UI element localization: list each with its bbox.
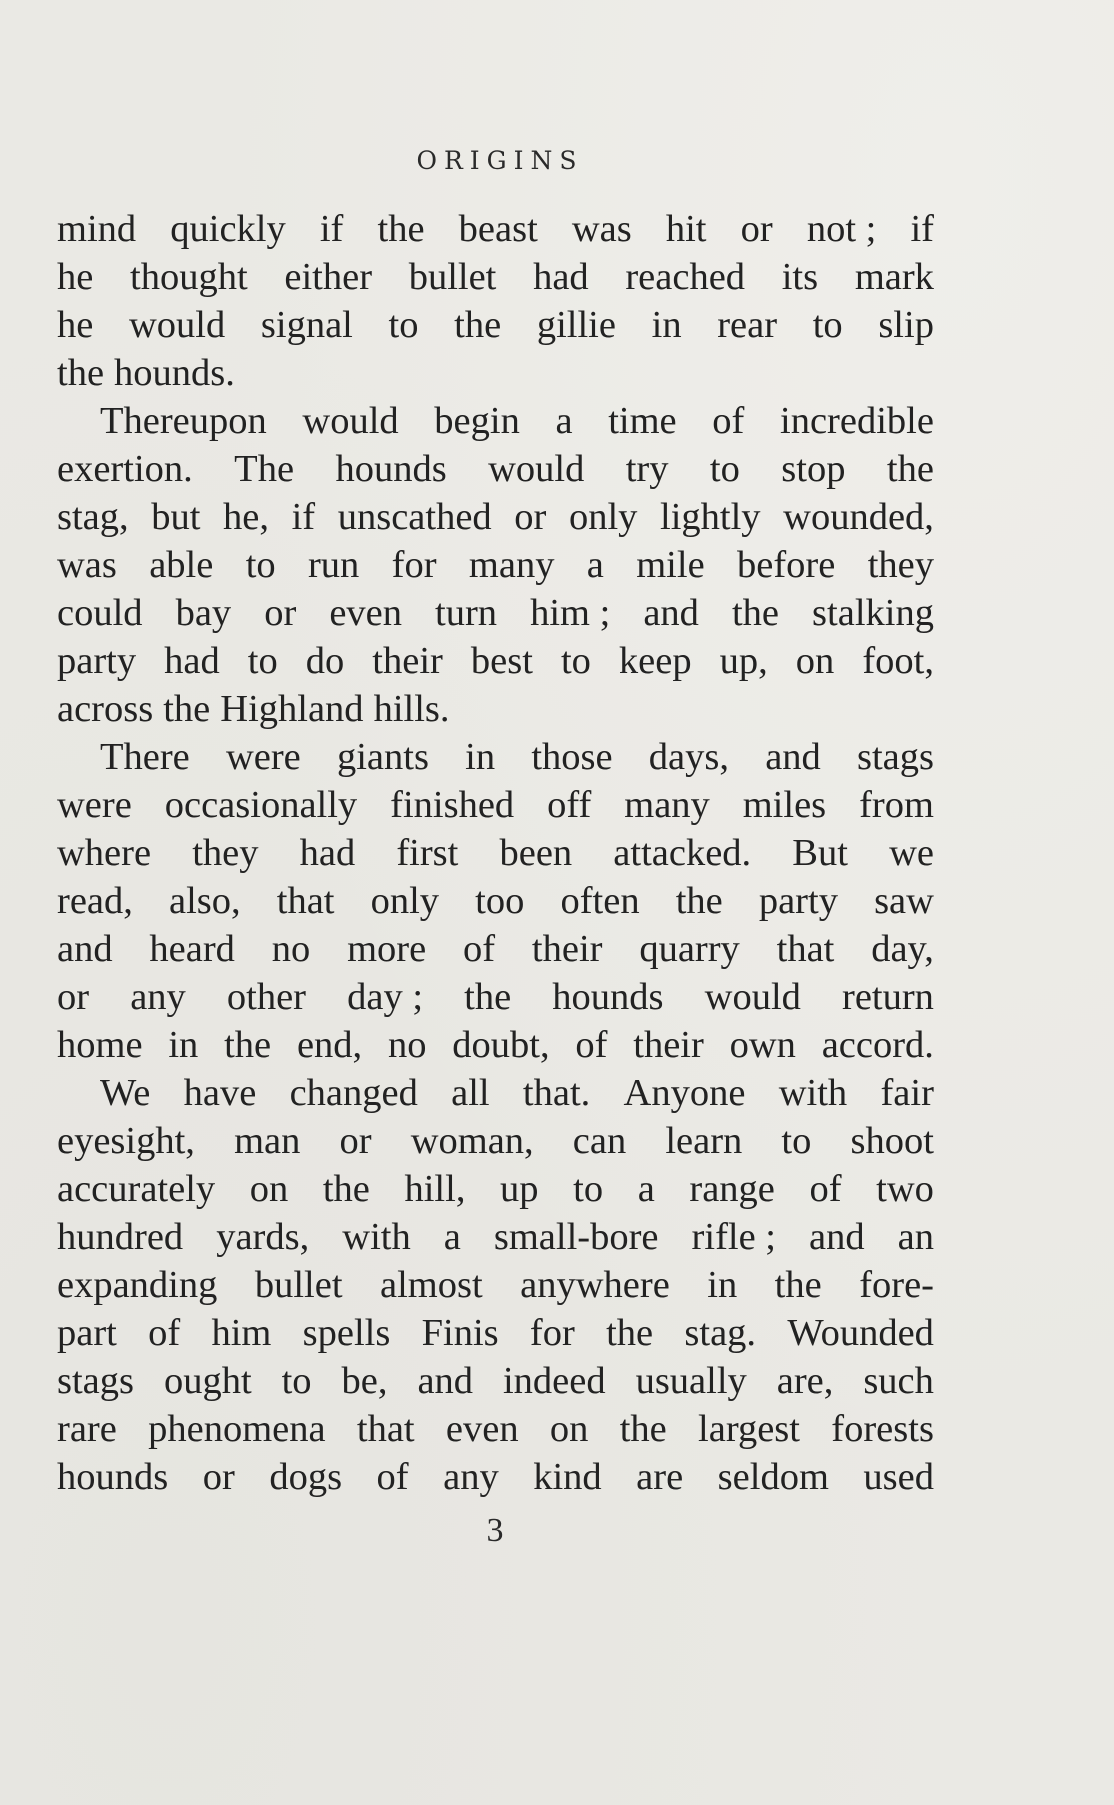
word: miles bbox=[742, 784, 827, 826]
word: was bbox=[571, 208, 632, 250]
word: to bbox=[247, 640, 278, 682]
word: indeed bbox=[502, 1360, 606, 1402]
word: can bbox=[572, 1120, 627, 1162]
word: home bbox=[57, 1024, 143, 1066]
word: or bbox=[514, 496, 547, 538]
word: that. bbox=[522, 1072, 591, 1114]
word: or bbox=[202, 1456, 235, 1498]
word: had bbox=[299, 832, 356, 874]
word: that bbox=[356, 1408, 415, 1450]
word: own bbox=[729, 1024, 796, 1066]
word: be, bbox=[341, 1360, 388, 1402]
text-line bbox=[57, 637, 934, 685]
word: hit bbox=[665, 208, 707, 250]
word: heard bbox=[149, 928, 235, 970]
word: in bbox=[651, 304, 682, 346]
word: stalking bbox=[812, 592, 934, 634]
word: are, bbox=[776, 1360, 834, 1402]
word: the bbox=[464, 976, 512, 1018]
word: many bbox=[624, 784, 710, 826]
word: to bbox=[245, 544, 276, 586]
word: of bbox=[809, 1168, 842, 1210]
word: and bbox=[57, 928, 113, 970]
word: woman, bbox=[410, 1120, 534, 1162]
word: would bbox=[704, 976, 801, 1018]
word: anywhere bbox=[520, 1264, 670, 1306]
word: the bbox=[675, 880, 723, 922]
word: its bbox=[781, 256, 819, 298]
word: the bbox=[163, 688, 211, 730]
word: have bbox=[183, 1072, 257, 1114]
word: seldom bbox=[717, 1456, 829, 1498]
word: we bbox=[889, 832, 934, 874]
word: phenomena bbox=[148, 1408, 326, 1450]
word: party bbox=[57, 640, 137, 682]
word: bay bbox=[175, 592, 232, 634]
word: eyesight, bbox=[57, 1120, 195, 1162]
word: read, bbox=[57, 880, 133, 922]
word: the bbox=[454, 304, 502, 346]
word: were bbox=[225, 736, 301, 778]
word: to bbox=[812, 304, 843, 346]
word: foot, bbox=[862, 640, 934, 682]
word: or bbox=[339, 1120, 372, 1162]
word: all bbox=[451, 1072, 490, 1114]
word: first bbox=[396, 832, 459, 874]
word: on bbox=[549, 1408, 589, 1450]
word: begin bbox=[434, 400, 520, 442]
text-line bbox=[57, 1405, 934, 1453]
word: no bbox=[271, 928, 311, 970]
word: Anyone bbox=[623, 1072, 746, 1114]
word: the bbox=[322, 1168, 370, 1210]
word: in bbox=[465, 736, 496, 778]
word: stags bbox=[857, 736, 934, 778]
word: to bbox=[573, 1168, 604, 1210]
text-line bbox=[57, 1357, 934, 1405]
text-line bbox=[57, 205, 934, 253]
word: the bbox=[57, 352, 105, 394]
word: not ; bbox=[806, 208, 877, 250]
word: with bbox=[342, 1216, 411, 1258]
word: on bbox=[795, 640, 835, 682]
word: were bbox=[57, 784, 132, 826]
word: and bbox=[643, 592, 699, 634]
text-line bbox=[57, 1021, 934, 1069]
word: stag. bbox=[684, 1312, 757, 1354]
word: quarry bbox=[639, 928, 740, 970]
word: where bbox=[57, 832, 152, 874]
text-line bbox=[57, 829, 934, 877]
word: mark bbox=[854, 256, 934, 298]
word: and bbox=[765, 736, 821, 778]
word: forests bbox=[831, 1408, 934, 1450]
word: slip bbox=[878, 304, 934, 346]
word: their bbox=[372, 640, 443, 682]
word: ought bbox=[163, 1360, 252, 1402]
word: the bbox=[224, 1024, 272, 1066]
word: kind bbox=[533, 1456, 602, 1498]
word: try bbox=[625, 448, 669, 490]
word: of bbox=[712, 400, 745, 442]
word: had bbox=[533, 256, 589, 298]
word: lightly bbox=[660, 496, 761, 538]
word: rare bbox=[57, 1408, 117, 1450]
text-line bbox=[57, 1165, 934, 1213]
word: wounded, bbox=[783, 496, 934, 538]
word: largest bbox=[698, 1408, 800, 1450]
word: often bbox=[560, 880, 640, 922]
word: or bbox=[264, 592, 297, 634]
word: if bbox=[319, 208, 344, 250]
word: up, bbox=[719, 640, 768, 682]
text-line bbox=[57, 1117, 934, 1165]
word: to bbox=[560, 640, 591, 682]
word: only bbox=[568, 496, 638, 538]
word: run bbox=[307, 544, 360, 586]
word: or bbox=[740, 208, 773, 250]
word: reached bbox=[625, 256, 746, 298]
word: days, bbox=[648, 736, 729, 778]
word: also, bbox=[168, 880, 241, 922]
word: him bbox=[211, 1312, 272, 1354]
word: a bbox=[555, 400, 573, 442]
word: Finis bbox=[421, 1312, 499, 1354]
word: of bbox=[148, 1312, 181, 1354]
word: him ; bbox=[530, 592, 611, 634]
page-number: 3 bbox=[486, 1512, 504, 1549]
word: stop bbox=[781, 448, 846, 490]
word: if bbox=[910, 208, 934, 250]
word: of bbox=[463, 928, 496, 970]
word: attacked. bbox=[613, 832, 752, 874]
word: bullet bbox=[408, 256, 497, 298]
word: he bbox=[57, 304, 94, 346]
word: the bbox=[606, 1312, 654, 1354]
word: mile bbox=[636, 544, 705, 586]
word: of bbox=[575, 1024, 608, 1066]
word: able bbox=[149, 544, 214, 586]
word: Highland bbox=[220, 688, 364, 730]
word: they bbox=[192, 832, 259, 874]
word: accord. bbox=[821, 1024, 934, 1066]
body-text bbox=[57, 205, 934, 1501]
word: accurately bbox=[57, 1168, 216, 1210]
word: many bbox=[468, 544, 555, 586]
word: small-bore bbox=[493, 1216, 659, 1258]
word: occasionally bbox=[164, 784, 358, 826]
word: had bbox=[164, 640, 220, 682]
word: they bbox=[867, 544, 934, 586]
word: gillie bbox=[536, 304, 616, 346]
word: hounds. bbox=[114, 352, 235, 394]
word: But bbox=[792, 832, 848, 874]
text-line bbox=[57, 877, 934, 925]
word: other bbox=[226, 976, 306, 1018]
word: up bbox=[500, 1168, 539, 1210]
text-line bbox=[57, 397, 934, 445]
text-line bbox=[57, 1261, 934, 1309]
word: turn bbox=[435, 592, 498, 634]
word: quickly bbox=[170, 208, 286, 250]
word: he bbox=[57, 256, 94, 298]
word: changed bbox=[289, 1072, 418, 1114]
word: hounds bbox=[552, 976, 664, 1018]
word: even bbox=[329, 592, 402, 634]
word: rear bbox=[717, 304, 778, 346]
word: a bbox=[443, 1216, 461, 1258]
word: or bbox=[57, 976, 90, 1018]
word: a bbox=[586, 544, 604, 586]
word: best bbox=[470, 640, 533, 682]
word: no bbox=[387, 1024, 427, 1066]
word: that bbox=[776, 928, 835, 970]
word: to bbox=[781, 1120, 812, 1162]
word: that bbox=[276, 880, 335, 922]
word: mind bbox=[57, 208, 137, 250]
word: There bbox=[100, 736, 190, 778]
word: their bbox=[531, 928, 603, 970]
word: for bbox=[391, 544, 437, 586]
word: before bbox=[737, 544, 836, 586]
text-line bbox=[57, 973, 934, 1021]
word: on bbox=[249, 1168, 289, 1210]
word: for bbox=[529, 1312, 575, 1354]
text-line bbox=[57, 781, 934, 829]
word: day ; bbox=[347, 976, 424, 1018]
word: any bbox=[443, 1456, 499, 1498]
word: day, bbox=[871, 928, 934, 970]
word: almost bbox=[380, 1264, 483, 1306]
word: and bbox=[809, 1216, 865, 1258]
text-line bbox=[57, 445, 934, 493]
text-line bbox=[57, 925, 934, 973]
word: return bbox=[842, 976, 934, 1018]
word: finished bbox=[390, 784, 515, 826]
word: end, bbox=[296, 1024, 363, 1066]
word: used bbox=[863, 1456, 934, 1498]
word: giants bbox=[336, 736, 429, 778]
running-head: ORIGINS bbox=[416, 146, 584, 175]
word: hill, bbox=[404, 1168, 466, 1210]
word: yards, bbox=[216, 1216, 310, 1258]
word: stags bbox=[57, 1360, 134, 1402]
word: their bbox=[633, 1024, 704, 1066]
word: to bbox=[709, 448, 740, 490]
word: fair bbox=[880, 1072, 934, 1114]
word: the bbox=[774, 1264, 822, 1306]
word: party bbox=[758, 880, 838, 922]
word: fore- bbox=[859, 1264, 934, 1306]
text-line bbox=[57, 493, 934, 541]
text-line bbox=[57, 1069, 934, 1117]
word: stag, bbox=[57, 496, 129, 538]
word: doubt, bbox=[452, 1024, 550, 1066]
text-line bbox=[57, 733, 934, 781]
word: spells bbox=[302, 1312, 391, 1354]
word: but bbox=[151, 496, 201, 538]
word: would bbox=[129, 304, 226, 346]
text-line bbox=[57, 253, 934, 301]
word: the bbox=[731, 592, 780, 634]
word: Thereupon bbox=[100, 400, 267, 442]
word: We bbox=[100, 1072, 151, 1114]
word: are bbox=[636, 1456, 684, 1498]
word: The bbox=[234, 448, 295, 490]
word: would bbox=[302, 400, 399, 442]
word: was bbox=[57, 544, 117, 586]
word: bullet bbox=[254, 1264, 343, 1306]
word: to bbox=[388, 304, 419, 346]
word: saw bbox=[874, 880, 934, 922]
word: man bbox=[234, 1120, 301, 1162]
word: hounds bbox=[57, 1456, 169, 1498]
word: signal bbox=[260, 304, 353, 346]
word: beast bbox=[458, 208, 538, 250]
word: range bbox=[689, 1168, 775, 1210]
word: the bbox=[377, 208, 425, 250]
word: dogs bbox=[269, 1456, 343, 1498]
text-line bbox=[57, 589, 934, 637]
word: expanding bbox=[57, 1264, 218, 1306]
text-line bbox=[57, 1213, 934, 1261]
word: even bbox=[445, 1408, 519, 1450]
word: off bbox=[547, 784, 592, 826]
word: an bbox=[897, 1216, 934, 1258]
word: either bbox=[284, 256, 373, 298]
word: would bbox=[488, 448, 585, 490]
text-line bbox=[57, 1453, 934, 1501]
word: in bbox=[168, 1024, 199, 1066]
word: hundred bbox=[57, 1216, 184, 1258]
word: from bbox=[859, 784, 934, 826]
word: Wounded bbox=[787, 1312, 934, 1354]
word: with bbox=[778, 1072, 848, 1114]
word: he, bbox=[223, 496, 270, 538]
text-line bbox=[57, 685, 934, 733]
text-line bbox=[57, 301, 934, 349]
word: more bbox=[347, 928, 427, 970]
word: hills. bbox=[373, 688, 450, 730]
word: usually bbox=[635, 1360, 747, 1402]
text-line bbox=[57, 541, 934, 589]
text-line bbox=[57, 1309, 934, 1357]
word: two bbox=[876, 1168, 934, 1210]
word: such bbox=[863, 1360, 934, 1402]
word: only bbox=[370, 880, 440, 922]
word: keep bbox=[618, 640, 692, 682]
word: a bbox=[637, 1168, 655, 1210]
word: in bbox=[707, 1264, 738, 1306]
word: part bbox=[57, 1312, 117, 1354]
word: those bbox=[531, 736, 613, 778]
word: the bbox=[886, 448, 934, 490]
word: unscathed bbox=[337, 496, 492, 538]
word: too bbox=[475, 880, 525, 922]
text-line bbox=[57, 349, 934, 397]
word: time bbox=[608, 400, 677, 442]
word: rifle ; bbox=[691, 1216, 776, 1258]
word: to bbox=[281, 1360, 312, 1402]
word: incredible bbox=[780, 400, 934, 442]
word: hounds bbox=[335, 448, 447, 490]
word: shoot bbox=[850, 1120, 934, 1162]
word: the bbox=[619, 1408, 667, 1450]
word: learn bbox=[665, 1120, 743, 1162]
word: and bbox=[417, 1360, 474, 1402]
word: if bbox=[291, 496, 316, 538]
word: could bbox=[57, 592, 143, 634]
word: of bbox=[376, 1456, 409, 1498]
word: thought bbox=[130, 256, 248, 298]
word: do bbox=[305, 640, 345, 682]
word: across bbox=[57, 688, 154, 730]
word: any bbox=[130, 976, 186, 1018]
word: been bbox=[499, 832, 573, 874]
word: exertion. bbox=[57, 448, 193, 490]
